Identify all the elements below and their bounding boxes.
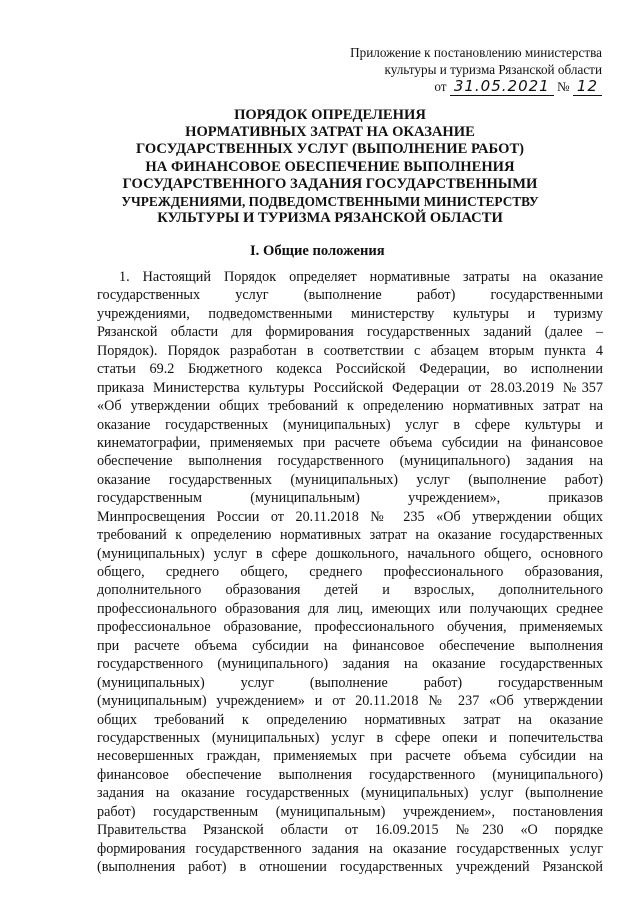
body-line: статьи 69.2 Бюджетного кодекса Российской Федерации, во исполнении [97, 361, 603, 378]
appendix-line-1: Приложение к постановлению министерства [350, 45, 602, 60]
from-label: от [434, 79, 447, 94]
body-line: несовершенных граждан, применяемых при расчете объема субсидии на [97, 748, 603, 765]
body-line: финансовое обеспечение выполнения государственного (муниципального) [97, 766, 603, 783]
title-line: УЧРЕЖДЕНИЯМИ, ПОДВЕДОМСТВЕННЫМИ МИНИСТЕРСТВУ [121, 194, 539, 210]
body-line: обеспечение выполнения государственного (муниципального) задания на [97, 453, 603, 470]
body-line: государственных услуг (выполнение работ) государственными [97, 287, 603, 304]
body-line: формирования государственного задания на оказание государственных услуг [97, 840, 603, 857]
title-line: ПОРЯДОК ОПРЕДЕЛЕНИЯ [234, 107, 426, 123]
body-line: приказа Министерства культуры Российской Федерации от 28.03.2019 №357 [97, 379, 603, 396]
body-line: задания на оказание государственных (муниципальных) услуг (выполнение [97, 785, 603, 802]
appendix-header [318, 44, 602, 95]
title-line: ГОСУДАРСТВЕННОГО ЗАДАНИЯ ГОСУДАРСТВЕННЫМИ [122, 175, 538, 192]
body-line: оказание государственных (муниципальных) услуг (выполнение работ) [97, 471, 603, 488]
body-line: «Об утверждении общих требований к определению нормативных затрат на [97, 398, 603, 415]
body-line: (муниципальных) услуг в сфере дошкольного, начального общего, основного [97, 545, 603, 562]
title-line: ГОСУДАРСТВЕННЫХ УСЛУГ (ВЫПОЛНЕНИЕ РАБОТ) [135, 141, 525, 158]
document-title [120, 107, 540, 227]
body-line: Минпросвещения России от 20.11.2018 № 235 «Об утверждении общих [97, 508, 603, 525]
body-line: общих требований к определению нормативных затрат на оказание [97, 711, 603, 728]
body-line: профессионального образования для лиц, имеющих или получающих среднее [97, 600, 603, 617]
title-line: НА ФИНАНСОВОЕ ОБЕСПЕЧЕНИЕ ВЫПОЛНЕНИЯ [145, 158, 515, 175]
body-line: работ) государственным (муниципальным) учреждением», постановления [97, 803, 603, 820]
title-line: КУЛЬТУРЫ И ТУРИЗМА РЯЗАНСКОЙ ОБЛАСТИ [157, 210, 503, 227]
body-line: (муниципальных) услуг (выполнение работ) государственным [97, 674, 603, 691]
appendix-date-row [318, 78, 602, 95]
body-line: оказание государственных (муниципальных) услуг в сфере культуры и [97, 416, 603, 433]
body-line: 1. Настоящий Порядок определяет нормативные затраты на оказание [119, 269, 603, 285]
body-line: государственных (муниципальных) услуг в сфере опеки и попечительства [97, 729, 603, 746]
body-line: требований к определению нормативных затрат на оказание государственных [97, 527, 603, 544]
body-line: (муниципальным) учреждением» и от 20.11.2018 № 237 «Об утверждении [97, 693, 603, 710]
body-line: Рязанской области для формирования государственных заданий (далее – [97, 324, 603, 341]
body-line: общего, среднего общего, среднего профессионального образования, [97, 564, 603, 580]
body-text [97, 268, 603, 876]
body-line: (выполнения работ) в отношении государственных учреждений Рязанской [97, 859, 603, 875]
appendix-line-2: культуры и туризма Рязанской области [384, 62, 602, 77]
body-line: государственным (муниципальным) учреждением», приказов [97, 490, 603, 507]
title-line: НОРМАТИВНЫХ ЗАТРАТ НА ОКАЗАНИЕ [185, 124, 475, 141]
number-label: № [557, 79, 570, 94]
body-line: Правительства Рязанской области от 16.09.2015 №230 «О порядке [97, 822, 603, 839]
body-line: дополнительного образования детей и взрослых, дополнительного [97, 582, 603, 599]
body-line: учреждениями, подведомственными министерству культуры и туризму [97, 305, 603, 322]
handwritten-number: 12 [573, 77, 602, 96]
handwritten-date: 31.05.2021 [450, 77, 554, 96]
body-line: кинематографии, применяемых при расчете объема субсидии на финансовое [97, 434, 603, 451]
body-line: Порядок). Порядок разработан в соответствии с абзацем вторым пункта 4 [97, 342, 603, 359]
body-line: при расчете объема субсидии на финансовое обеспечение выполнения [97, 637, 603, 654]
section-heading: I. Общие положения [250, 243, 385, 259]
body-line: государственного (муниципального) задания на оказание государственных [97, 656, 603, 673]
body-line: профессиональное образование, профессионального обучения, применяемых [97, 619, 603, 636]
